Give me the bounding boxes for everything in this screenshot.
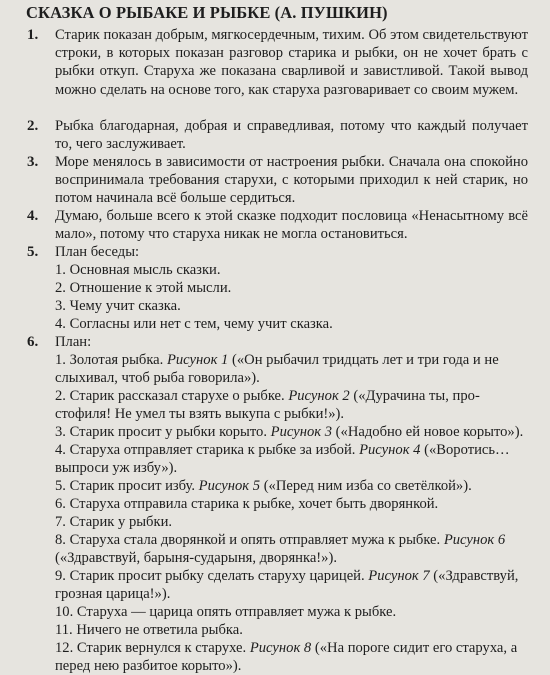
item-number: 3. (27, 154, 39, 170)
talk-plan-item: 4. Согласны или нет с тем, чему учит сказка. (55, 316, 333, 332)
item-number: 6. (27, 334, 39, 350)
plan-item: 6. Старуха отправила старика к рыбке, хочет быть дворянкой. (55, 496, 439, 512)
figure-ref: Рисунок 7 (368, 568, 430, 584)
item-text: Море менялось в зависимости от настроения рыбки. Сначала она спокойно воспринимала требования старухи, с которыми приходил к ней старик, но потом начинала всё больше сердиться. (55, 154, 528, 207)
figure-ref: Рисунок 2 (288, 388, 350, 404)
plan-item: 8. Старуха стала дворянкой и опять отправляет мужа к рыбке. Рисунок 6 («Здравствуй, барыня-сударыня, дворянка!»). (55, 532, 506, 566)
item-number: 2. (27, 118, 39, 134)
plan-item: 3. Старик просит у рыбки корыто. Рисунок 3 («Надобно ей новое корыто»). (55, 424, 524, 440)
talk-plan-item: 1. Основная мысль сказки. (55, 262, 221, 278)
item-text: Рыбка благодарная, добрая и справедливая, потому что каждый получает то, чего заслуживает. (55, 118, 528, 153)
plan-item: 5. Старик просит избу. Рисунок 5 («Перед ним изба со светёлкой»). (55, 478, 472, 494)
page-title: СКАЗКА О РЫБАКЕ И РЫБКЕ (А. ПУШКИН) (26, 3, 388, 22)
item-text: План беседы: (55, 244, 140, 260)
figure-ref: Рисунок 3 (270, 424, 333, 440)
plan-item: 7. Старик у рыбки. (55, 514, 173, 530)
plan-item: 12. Старик вернулся к старухе. Рисунок 8 («На пороге сидит его старуха, а перед нею разбитое корыто»). (55, 640, 518, 674)
figure-ref: Рисунок 6 (443, 532, 506, 548)
plan-item: 9. Старик просит рыбку сделать старуху царицей. Рисунок 7 («Здравствуй, грозная царица!»). (55, 568, 519, 602)
figure-ref: Рисунок 8 (249, 640, 312, 656)
item-text: План: (55, 334, 92, 350)
item-text: Думаю, больше всего к этой сказке подходит пословица «Ненасытному всё мало», потому что старуха никак не могла остановиться. (55, 208, 528, 243)
item-number: 1. (27, 27, 39, 43)
talk-plan-item: 3. Чему учит сказка. (55, 298, 181, 314)
plan-item: 4. Старуха отправляет старика к рыбке за избой. Рисунок 4 («Воротись… выпроси уж избу»). (55, 442, 510, 476)
plan-item: 11. Ничего не ответила рыбка. (55, 622, 243, 638)
item-number: 5. (27, 244, 39, 260)
item-number: 4. (27, 208, 39, 224)
talk-plan-item: 2. Отношение к этой мысли. (55, 280, 232, 296)
plan-item: 2. Старик рассказал старухе о рыбке. Рисунок 2 («Дурачина ты, простофиля! Не умел ты взять выкупа с рыбки!»). (55, 388, 480, 422)
plan-item: 10. Старуха — царица опять отправляет мужа к рыбке. (55, 604, 397, 620)
plan-item: 1. Золотая рыбка. Рисунок 1 («Он рыбачил тридцать лет и три года и не слыхивал, чтоб рыба говорила»). (55, 352, 499, 386)
item-text: Старик показан добрым, мягкосердечным, тихим. Об этом свидетельствуют строки, в которых показан разговор старика и рыбки, он не хочет брать с рыбки откуп. Старуха же показана сварливой и завистливой. Такой вывод можно сделать на основе того, как старуха разговаривает со своим мужем. (55, 27, 528, 98)
figure-ref: Рисунок 1 (166, 352, 229, 368)
figure-ref: Рисунок 5 (198, 478, 261, 494)
figure-ref: Рисунок 4 (359, 442, 421, 458)
